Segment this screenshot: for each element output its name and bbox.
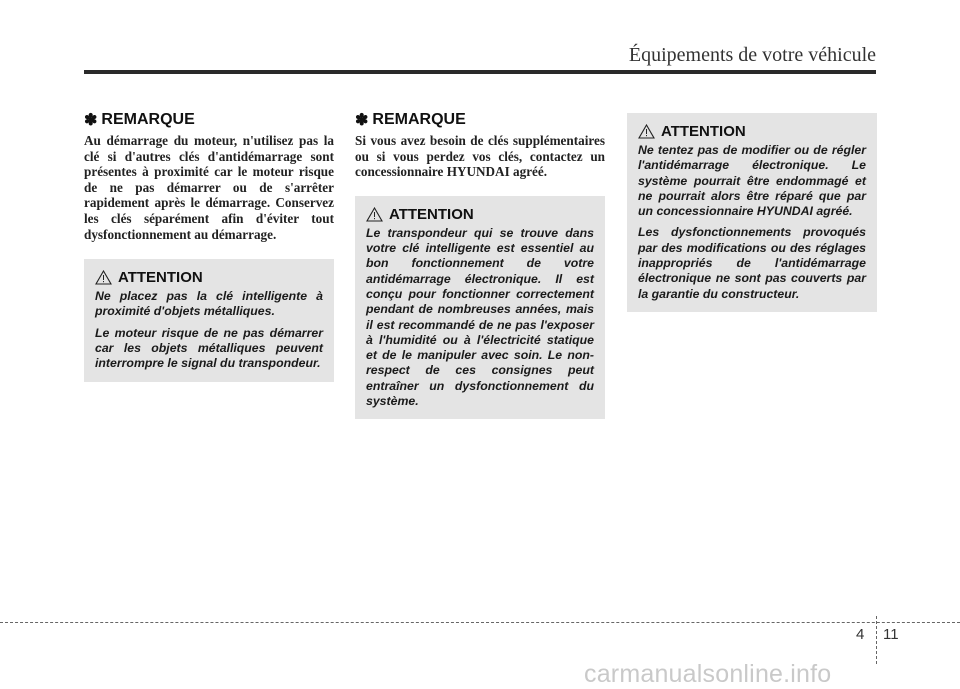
right-column [627, 113, 877, 312]
remark-heading [355, 110, 605, 130]
warning-triangle-icon [366, 207, 383, 222]
caution-heading [366, 206, 594, 223]
footer-divider [876, 616, 877, 664]
caution-heading [95, 269, 323, 286]
asterisk-icon: ✽ [355, 112, 369, 129]
asterisk-icon: ✽ [84, 112, 98, 129]
caution-heading [638, 123, 866, 140]
caution-paragraph: Ne placez pas la clé intelligente à proximité d'objets métalliques. [95, 289, 323, 319]
caution-paragraph: Ne tentez pas de modifier ou de régler l'antidémarrage électronique. Le système pourrait être endommagé et ne pourrait alors être réparé que par un concessionnaire HYUNDAI agréé. [638, 143, 866, 219]
remark-heading [84, 110, 334, 130]
caution-title: ATTENTION [661, 123, 746, 140]
remark-body: Si vous avez besoin de clés supplémentaires ou si vous perdez vos clés, contactez un concessionnaire HYUNDAI agréé. [355, 133, 605, 180]
watermark: carmanualsonline.info [584, 660, 832, 688]
caution-title: ATTENTION [389, 205, 474, 223]
warning-triangle-icon [638, 124, 655, 139]
remark-body: Au démarrage du moteur, n'utilisez pas la clé si d'autres clés d'antidémarrage sont présentes à proximité car le moteur risque de ne pas démarrer ou de s'arrêter rapidement après le démarrage. Conservez les clés séparément afin d'éviter tout dysfonctionnement au démarrage. [84, 133, 334, 242]
page-number: 11 [883, 626, 899, 643]
caution-box [627, 113, 877, 312]
caution-paragraph: Les dysfonctionnements provoqués par des modifications ou des réglages inappropriés de l'antidémarrage électronique ne sont pas couverts par la garantie du constructeur. [638, 225, 866, 301]
chapter-number: 4 [856, 626, 865, 643]
caution-paragraph: Le transpondeur qui se trouve dans votre clé intelligente est essentiel au bon fonctionnement de votre antidémarrage électronique. Il est conçu pour fonctionner correctement pendant de nombreuses années, mais il est recommandé de ne pas l'exposer à l'humidité ou à l'électricité statique et de le manipuler avec soin. Le non-respect de ces consignes peut entraîner un dysfonctionnement du système. [366, 225, 594, 409]
caution-box [84, 259, 334, 381]
remark-title: REMARQUE [101, 111, 195, 128]
middle-column [355, 110, 605, 419]
header-rule [84, 70, 876, 74]
caution-box [355, 196, 605, 420]
section-title: Équipements de votre véhicule [628, 44, 876, 66]
left-column [84, 110, 334, 382]
warning-triangle-icon [95, 270, 112, 285]
caution-title: ATTENTION [118, 269, 203, 287]
caution-paragraph: Le moteur risque de ne pas démarrer car les objets métalliques peuvent interrompre le signal du transpondeur. [95, 325, 323, 371]
remark-title: REMARQUE [372, 111, 466, 128]
footer-rule [0, 622, 960, 623]
